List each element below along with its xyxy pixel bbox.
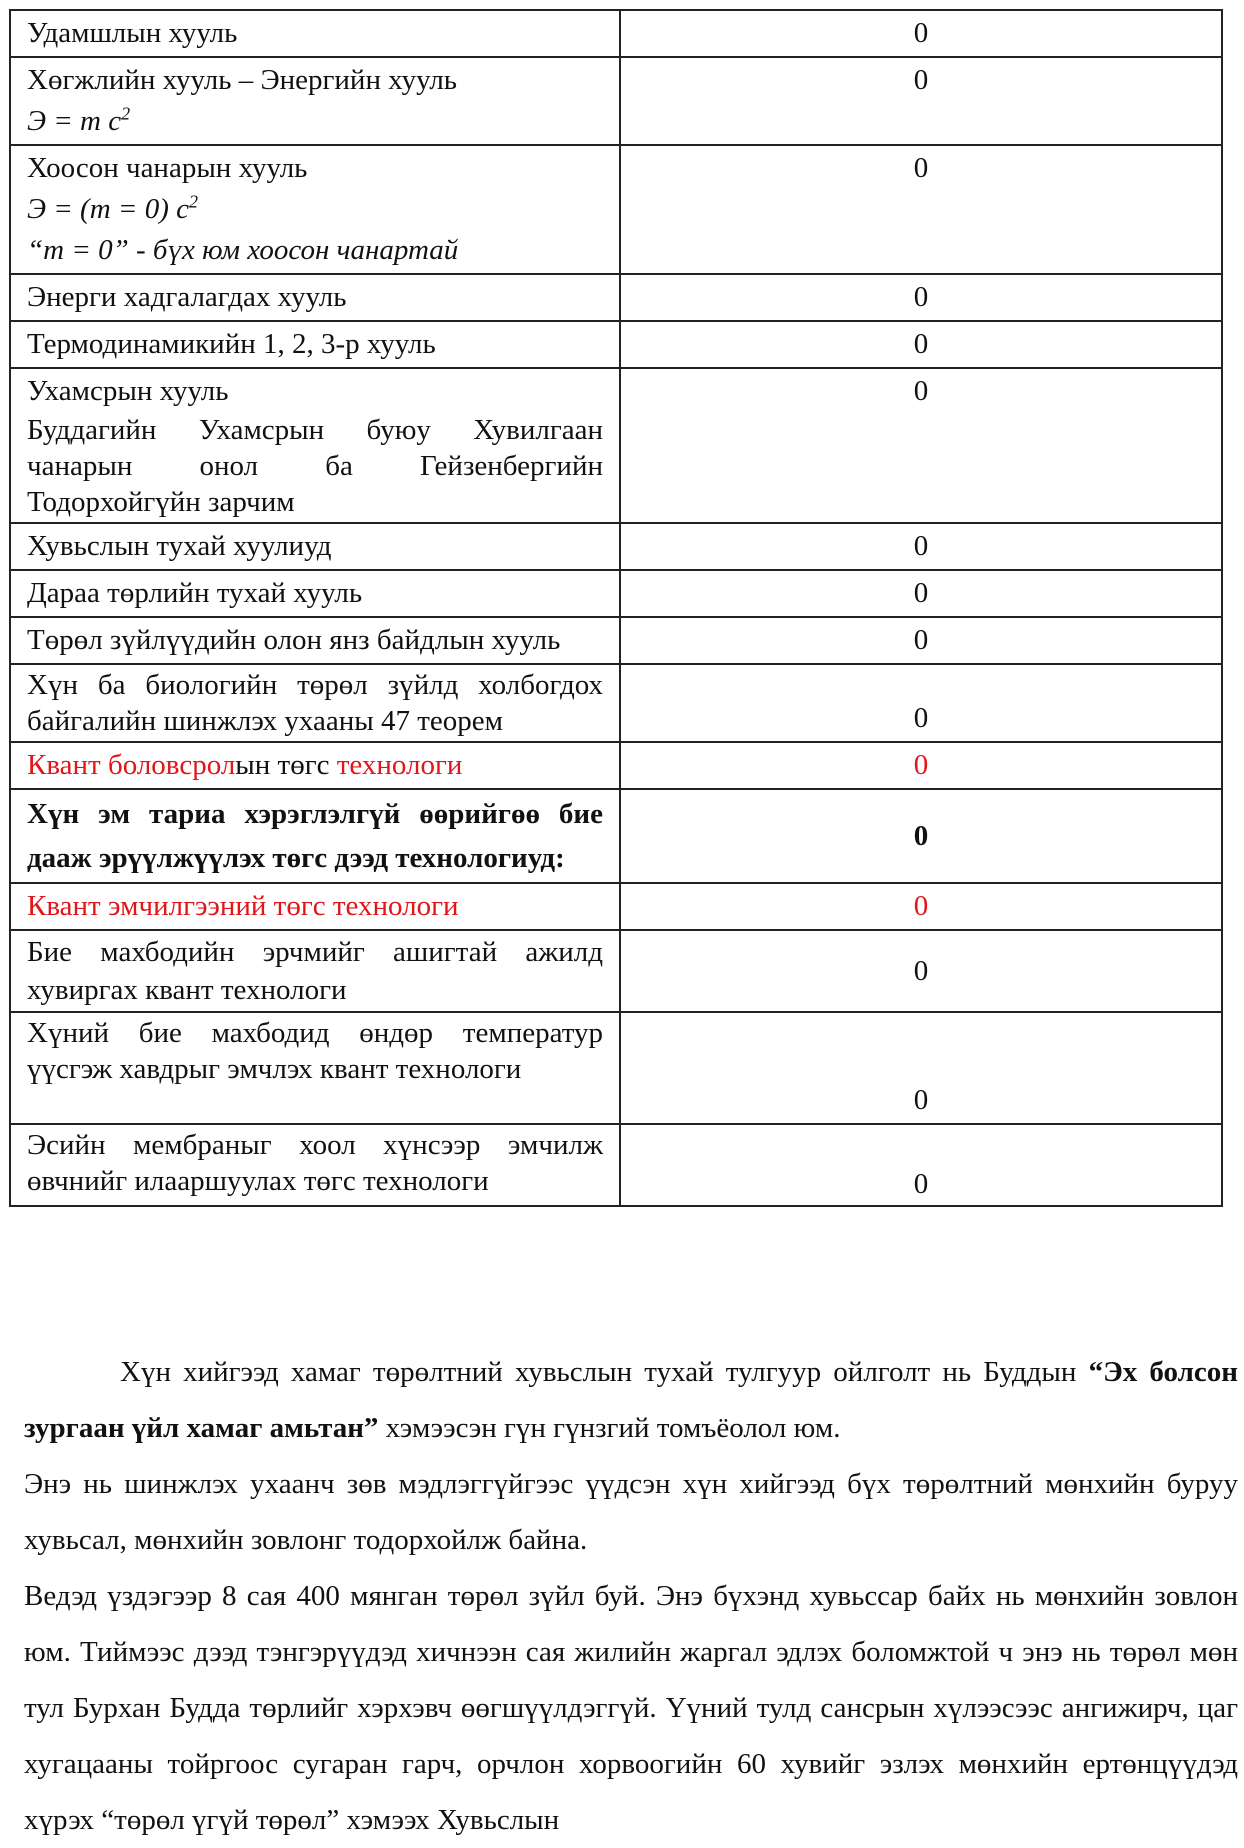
table-row — [10, 930, 1222, 1012]
law-cell — [10, 570, 620, 617]
value-cell: 0 — [620, 321, 1222, 368]
formula — [27, 189, 603, 230]
law-name: Бие махбодийн эрчмийг ашигтай ажилд хувиргах квант технологи — [27, 936, 603, 1006]
table-row — [10, 57, 1222, 145]
table-row — [10, 570, 1222, 617]
paragraph — [24, 1344, 1238, 1456]
law-name: Хөгжлийн хууль – Энергийн хууль — [27, 64, 458, 96]
law-cell — [10, 523, 620, 570]
formula-exponent: 2 — [121, 103, 131, 124]
highlight-text: Квант боловсрол — [27, 749, 236, 781]
law-cell — [10, 145, 620, 274]
law-name: Ухамсрын хууль — [27, 375, 229, 407]
value-cell: 0 — [620, 57, 1222, 145]
law-cell — [10, 930, 620, 1012]
law-name: Термодинамикийн 1, 2, 3-р хууль — [27, 328, 436, 360]
table-row — [10, 789, 1222, 883]
formula-text: Э = (m = 0) c — [27, 193, 190, 225]
law-cell — [10, 883, 620, 930]
laws-table — [9, 9, 1223, 1207]
value-cell: 0 — [620, 1012, 1222, 1124]
value-cell: 0 — [620, 930, 1222, 1012]
law-cell — [10, 1012, 620, 1124]
highlight-text: технологи — [336, 749, 463, 781]
law-name: Удамшлын хууль — [27, 17, 238, 49]
table-row — [10, 1124, 1222, 1206]
body-text — [24, 1344, 1238, 1848]
paragraph: Ведэд үздэгээр 8 сая 400 мянган төрөл зүйл буй. Энэ бүхэнд хувьссар байх нь мөнхийн зовлон юм. Тиймээс дээд тэнгэрүүдэд хичнээн сая жилийн жаргал эдлэх боломжтой ч энэ нь төрөл мөн тул Бурхан Будда төрлийг хэрхэвч өөгшүүлдэггүй. Үүний тулд сансрын хүлээсээс ангижирч, цаг хугацааны тойргоос сугаран гарч, орчлон хорвоогийн 60 хувийг эзлэх мөнхийн ертөнцүүдэд хүрэх “төрөл үгүй төрөл” хэмээх Хувьслын — [24, 1580, 1238, 1836]
law-cell — [10, 57, 620, 145]
formula-note: “m = 0” - бүх юм хоосон чанартай — [27, 234, 459, 266]
law-cell — [10, 274, 620, 321]
value-cell: 0 — [620, 789, 1222, 883]
law-description: Буддагийн Ухамсрын буюу Хувилгаан чанарын онол ба Гейзенбергийн Тодорхойгүйн зарчим — [27, 414, 603, 518]
law-heading: Хүн эм тариа хэрэглэлгүй өөрийгөө бие дааж эрүүлжүүлэх төгс дээд технологиуд: — [27, 798, 603, 874]
value-cell: 0 — [620, 570, 1222, 617]
law-name: Энерги хадгалагдах хууль — [27, 281, 347, 313]
table-row — [10, 883, 1222, 930]
law-name: Төрөл зүйлүүдийн олон янз байдлын хууль — [27, 624, 561, 656]
table-row — [10, 274, 1222, 321]
law-name: Квант эмчилгээний төгс технологи — [27, 890, 459, 922]
law-cell — [10, 617, 620, 664]
formula-text: Э = m c — [27, 105, 122, 137]
law-cell-heading — [10, 789, 620, 883]
value-cell: 0 — [620, 368, 1222, 523]
value-cell: 0 — [620, 10, 1222, 57]
table-row — [10, 742, 1222, 789]
law-name: Хувьслын тухай хуулиуд — [27, 530, 332, 562]
formula — [27, 101, 603, 142]
table-row — [10, 10, 1222, 57]
paragraph-text: Хүн хийгээд хамаг төрөлтний хувьслын тухай тулгуур ойлголт нь Буддын — [120, 1356, 1089, 1388]
table-row — [10, 617, 1222, 664]
table-row — [10, 1012, 1222, 1124]
law-cell — [10, 1124, 620, 1206]
law-cell — [10, 664, 620, 742]
paragraph-text: хэмээсэн гүн гүнзгий томъёолол юм. — [378, 1412, 841, 1444]
law-name: Хоосон чанарын хууль — [27, 152, 308, 184]
value-cell: 0 — [620, 617, 1222, 664]
law-cell — [10, 368, 620, 523]
value-cell: 0 — [620, 523, 1222, 570]
law-name: Хүн ба биологийн төрөл зүйлд холбогдох байгалийн шинжлэх ухааны 47 теорем — [27, 669, 603, 737]
quoted-phrase: “Эх болсон зургаан үйл хамаг амьтан” — [24, 1356, 1238, 1444]
value-cell: 0 — [620, 274, 1222, 321]
table-row — [10, 368, 1222, 523]
value-cell: 0 — [620, 1124, 1222, 1206]
value-cell: 0 — [620, 742, 1222, 789]
value-cell: 0 — [620, 883, 1222, 930]
law-cell — [10, 10, 620, 57]
law-name: Дараа төрлийн тухай хууль — [27, 577, 363, 609]
paragraph: Энэ нь шинжлэх ухаанч зөв мэдлэггүйгээс үүдсэн хүн хийгээд бүх төрөлтний мөнхийн буруу хувьсал, мөнхийн зовлонг тодорхойлж байна. — [24, 1468, 1238, 1556]
law-cell — [10, 742, 620, 789]
table-row — [10, 321, 1222, 368]
table-row — [10, 523, 1222, 570]
table-row — [10, 664, 1222, 742]
value-cell: 0 — [620, 145, 1222, 274]
formula-exponent: 2 — [189, 191, 199, 212]
value-cell: 0 — [620, 664, 1222, 742]
law-name: Эсийн мембраныг хоол хүнсээр эмчилж өвчнийг илааршуулах төгс технологи — [27, 1129, 603, 1197]
law-cell — [10, 321, 620, 368]
table-row — [10, 145, 1222, 274]
law-name: Хүний бие махбодид өндөр температур үүсгэж хавдрыг эмчлэх квант технологи — [27, 1017, 603, 1085]
plain-text: ын төгс — [235, 749, 337, 781]
